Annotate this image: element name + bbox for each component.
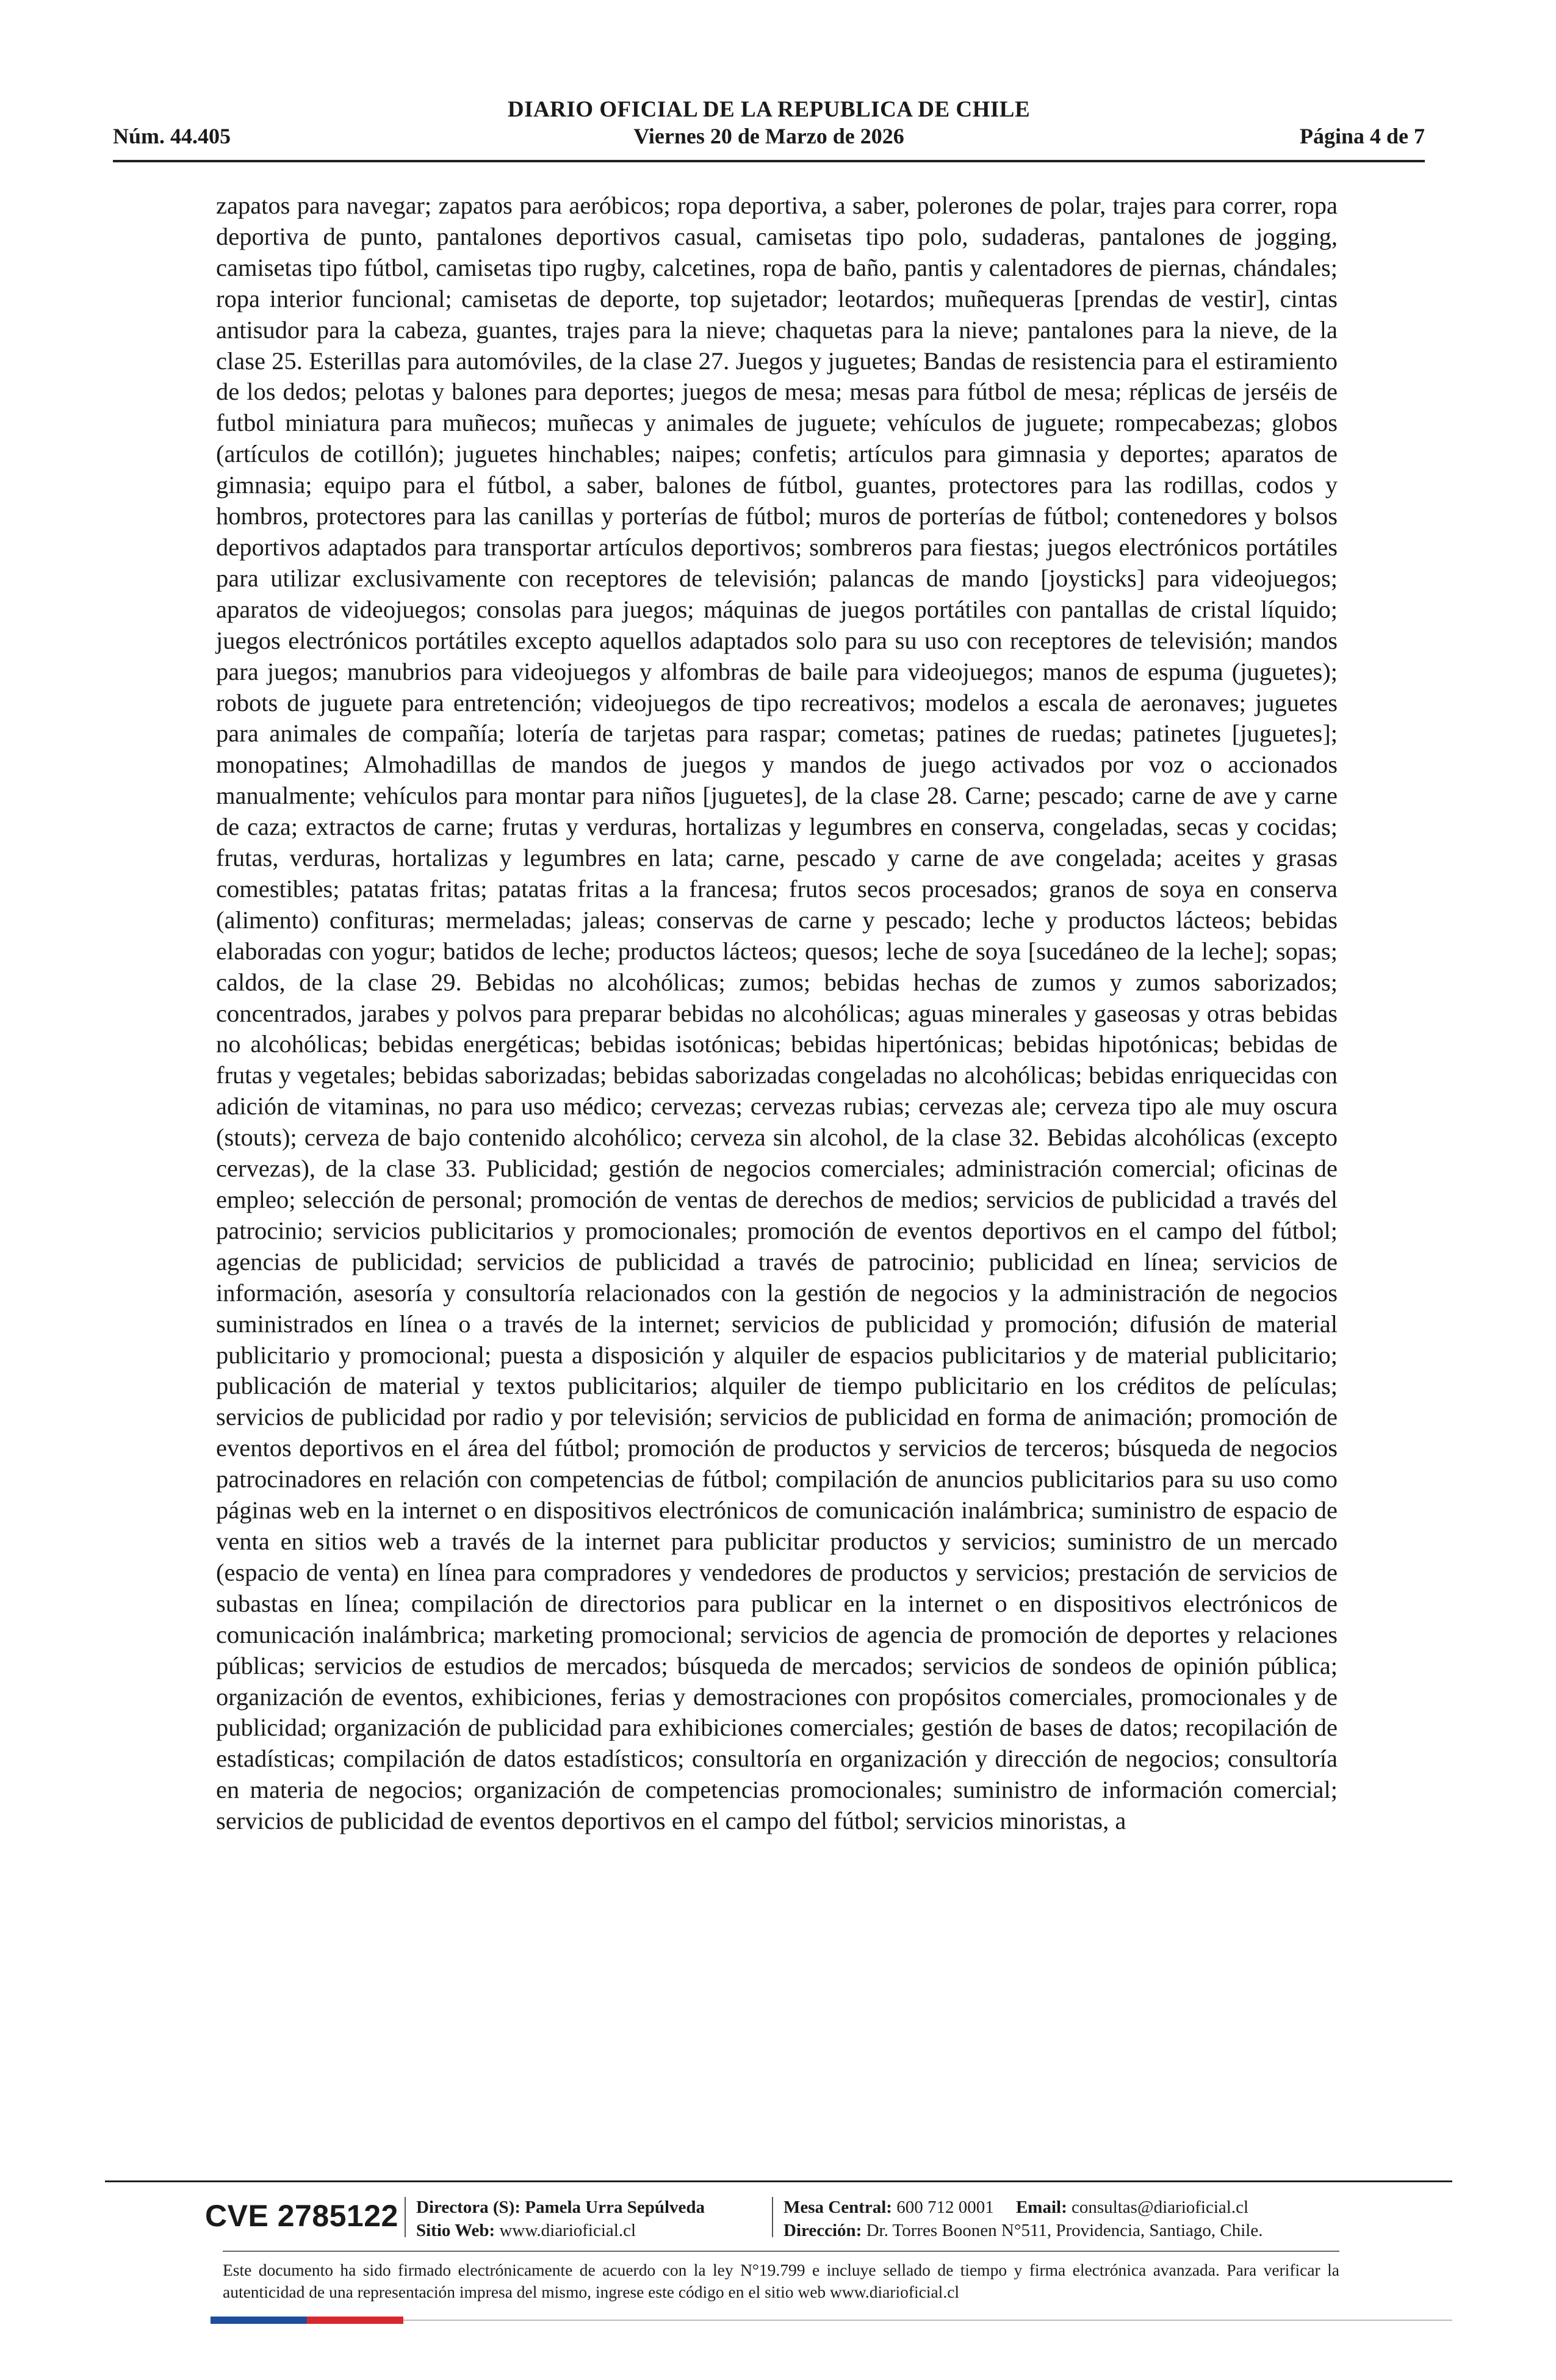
flag-blue-segment xyxy=(211,2317,307,2324)
footer-info xyxy=(201,2191,1361,2246)
phone-label: Mesa Central: xyxy=(783,2198,892,2217)
newspaper-title: DIARIO OFICIAL DE LA REPUBLICA DE CHILE xyxy=(507,97,1031,122)
page-indicator: Página 4 de 7 xyxy=(1299,124,1425,148)
site-line xyxy=(416,2219,705,2242)
legal-notice: Este documento ha sido firmado electrónicamente de acuerdo con la ley N°19.799 e incluye sellado de tiempo y firma electrónica avanzada. Para verificar la autenticidad de una representación impresa del mismo, ingrese este código en el sitio web www.diarioficial.cl xyxy=(223,2260,1339,2301)
director-label: Directora (S): xyxy=(416,2198,520,2217)
cve-code: CVE 2785122 xyxy=(205,2199,398,2233)
footer-director-block xyxy=(416,2196,705,2242)
address-line xyxy=(783,2219,1262,2242)
bottom-rule xyxy=(403,2320,1452,2321)
email-link[interactable]: consultas@diarioficial.cl xyxy=(1072,2198,1249,2217)
director-name: Pamela Urra Sepúlveda xyxy=(525,2198,705,2217)
site-label: Sitio Web: xyxy=(416,2221,495,2240)
page-header xyxy=(113,92,1425,162)
director-line xyxy=(416,2196,705,2219)
phone-value: 600 712 0001 xyxy=(896,2198,994,2217)
email-label: Email: xyxy=(1015,2198,1067,2217)
document-body xyxy=(216,190,1338,1837)
flag-stripe xyxy=(211,2317,403,2324)
issue-number: Núm. 44.405 xyxy=(113,124,231,148)
issue-date: Viernes 20 de Marzo de 2026 xyxy=(633,124,904,148)
footer-separator xyxy=(772,2197,773,2237)
address-value: Dr. Torres Boonen N°511, Providencia, Santiago, Chile. xyxy=(866,2221,1263,2240)
footer-divider xyxy=(105,2180,1452,2182)
footer-separator xyxy=(405,2197,406,2237)
footer-legal-divider xyxy=(223,2251,1339,2252)
address-label: Dirección: xyxy=(783,2221,862,2240)
body-paragraph: zapatos para navegar; zapatos para aeróbicos; ropa deportiva, a saber, polerones de polar, trajes para correr, ropa deportiva de punto, pantalones deportivos casual, camisetas tipo polo, sudaderas, pantalones de jogging, camisetas tipo fútbol, camisetas tipo rugby, calcetines, ropa de baño, pantis y calentadores de piernas, chándales; ropa interior funcional; camisetas de deporte, top sujetador; leotardos; muñequeras [prendas de vestir], cintas antisudor para la cabeza, guantes, trajes para la nieve; chaquetas para la nieve; pantalones para la nieve, de la clase 25. Esterillas para automóviles, de la clase 27. Juegos y juguetes; Bandas de resistencia para el estiramiento de los dedos; pelotas y balones para deportes; juegos de mesa; mesas para fútbol de mesa; réplicas de jerséis de futbol miniatura para muñecos; muñecas y animales de juguete; vehículos de juguete; rompecabezas; globos (artículos de cotillón); juguetes hinchables; naipes; confetis; artículos para gimnasia y deportes; aparatos de gimnasia; equipo para el fútbol, a saber, balones de fútbol, guantes, protectores para las rodillas, codos y hombros, protectores para las canillas y porterías de fútbol; muros de porterías de fútbol; contenedores y bolsos deportivos adaptados para transportar artículos deportivos; sombreros para fiestas; juegos electrónicos portátiles para utilizar exclusivamente con receptores de televisión; palancas de mando [joysticks] para videojuegos; aparatos de videojuegos; consolas para juegos; máquinas de juegos portátiles con pantallas de cristal líquido; juegos electrónicos portátiles excepto aquellos adaptados solo para su uso con receptores de televisión; mandos para juegos; manubrios para videojuegos y alfombras de baile para videojuegos; manos de espuma (juguetes); robots de juguete para entretención; videojuegos de tipo recreativos; modelos a escala de aeronaves; juguetes para animales de compañía; lotería de tarjetas para raspar; cometas; patines de ruedas; patinetes [juguetes]; monopatines; Almohadillas de mandos de juegos y mandos de juego activados por voz o accionados manualmente; vehículos para montar para niños [juguetes], de la clase 28. Carne; pescado; carne de ave y carne de caza; extractos de carne; frutas y verduras, hortalizas y legumbres en conserva, congeladas, secas y cocidas; frutas, verduras, hortalizas y legumbres en lata; carne, pescado y carne de ave congelada; aceites y grasas comestibles; patatas fritas; patatas fritas a la francesa; frutos secos procesados; granos de soya en conserva (alimento) confituras; mermeladas; jaleas; conservas de carne y pescado; leche y productos lácteos; bebidas elaboradas con yogur; batidos de leche; productos lácteos; quesos; leche de soya [sucedáneo de la leche]; sopas; caldos, de la clase 29. Bebidas no alcohólicas; zumos; bebidas hechas de zumos y zumos saborizados; concentrados, jarabes y polvos para preparar bebidas no alcohólicas; aguas minerales y gaseosas y otras bebidas no alcohólicas; bebidas energéticas; bebidas isotónicas; bebidas hipertónicas; bebidas hipotónicas; bebidas de frutas y vegetales; bebidas saborizadas; bebidas saborizadas congeladas no alcohólicas; bebidas enriquecidas con adición de vitaminas, no para uso médico; cervezas; cervezas rubias; cervezas ale; cerveza tipo ale muy oscura (stouts); cerveza de bajo contenido alcohólico; cerveza sin alcohol, de la clase 32. Bebidas alcohólicas (excepto cervezas), de la clase 33. Publicidad; gestión de negocios comerciales; administración comercial; oficinas de empleo; selección de personal; promoción de ventas de derechos de medios; servicios de publicidad a través del patrocinio; servicios publicitarios y promocionales; promoción de eventos deportivos en el campo del fútbol; agencias de publicidad; servicios de publicidad a través de patrocinio; publicidad en línea; servicios de información, asesoría y consultoría relacionados con la gestión de negocios y la administración de negocios suministrados en línea o a través de la internet; servicios de publicidad y promoción; difusión de material publicitario y promocional; puesta a disposición y alquiler de espacios publicitarios y de material publicitario; publicación de material y textos publicitarios; alquiler de tiempo publicitario en los créditos de películas; servicios de publicidad por radio y por televisión; servicios de publicidad en forma de animación; promoción de eventos deportivos en el área del fútbol; promoción de productos y servicios de terceros; búsqueda de negocios patrocinadores en relación con competencias de fútbol; compilación de anuncios publicitarios para su uso como páginas web en la internet o en dispositivos electrónicos de comunicación inalámbrica; suministro de espacio de venta en sitios web a través de la internet para publicitar productos y servicios; suministro de un mercado (espacio de venta) en línea para compradores y vendedores de productos y servicios; prestación de servicios de subastas en línea; compilación de directorios para publicar en la internet o en dispositivos electrónicos de comunicación inalámbrica; marketing promocional; servicios de agencia de promoción de deportes y relaciones públicas; servicios de estudios de mercados; búsqueda de mercados; servicios de sondeos de opinión pública; organización de eventos, exhibiciones, ferias y demostraciones con propósitos comerciales, promocionales y de publicidad; organización de publicidad para exhibiciones comerciales; gestión de bases de datos; recopilación de estadísticas; compilación de datos estadísticos; consultoría en organización y dirección de negocios; consultoría en materia de negocios; organización de competencias promocionales; suministro de información comercial; servicios de publicidad de eventos deportivos en el campo del fútbol; servicios minoristas, a xyxy=(216,192,1338,1835)
site-link[interactable]: www.diarioficial.cl xyxy=(499,2221,636,2240)
footer-contact-block xyxy=(783,2196,1262,2242)
flag-red-segment xyxy=(307,2317,403,2324)
contact-line xyxy=(783,2196,1262,2219)
